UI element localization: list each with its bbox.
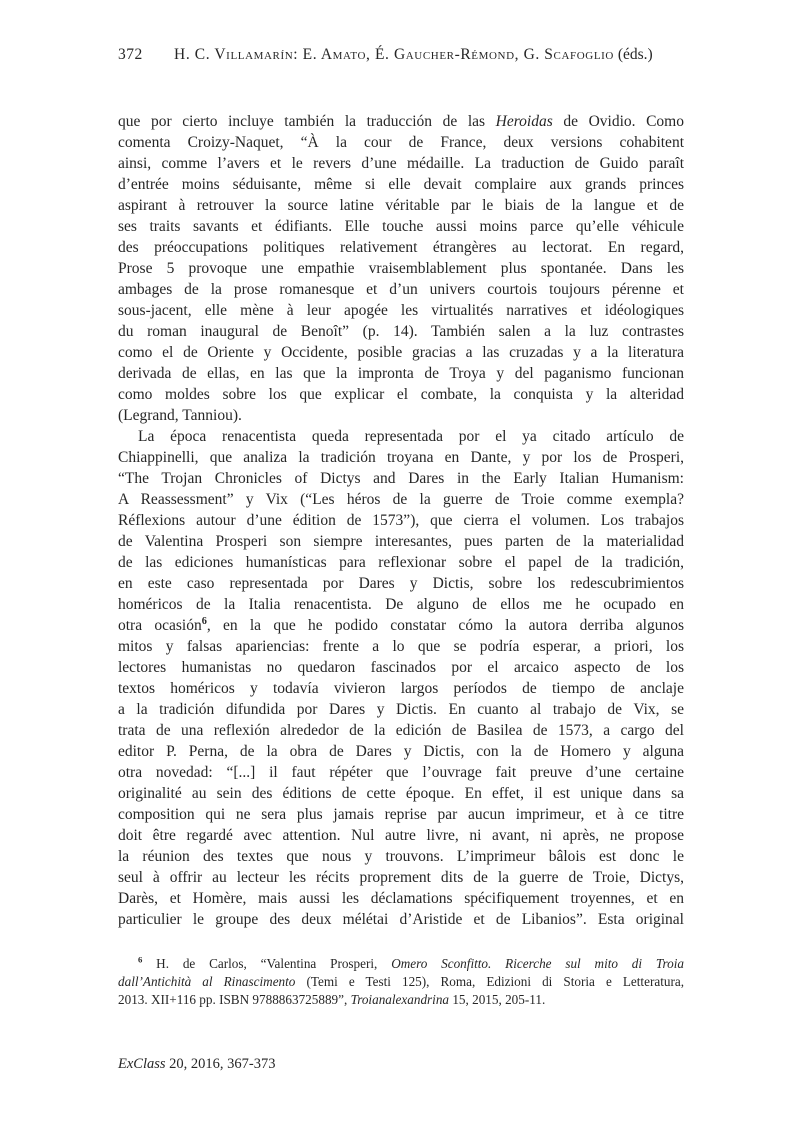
text-segment: , en la que he podido constatar cómo la autora derriba algunos — [206, 617, 684, 634]
footer-citation: 20, 2016, 367-373 — [165, 1056, 276, 1072]
italic-text: Heroidas — [495, 113, 553, 130]
text-segment: du roman inaugural de Benoît” (p. 14). También salen a la luz contrastes — [118, 323, 684, 340]
text-segment: doit être regardé avec attention. Nul autre livre, ni avant, ni après, ne propose — [118, 827, 684, 844]
text-line — [118, 174, 684, 195]
text-line — [118, 195, 684, 216]
text-line — [118, 741, 684, 762]
text-segment: seul à offrir au lecteur les récits proprement dits de la guerre de Troie, Dictys, — [118, 869, 684, 886]
text-segment: sous-jacent, elle mène à leur apogée les virtualités narratives et idéologiques — [118, 302, 684, 319]
text-segment: Darès, et Homère, mais aussi les déclamations spécifiquement troyennes, et en — [118, 890, 684, 907]
text-segment: homéricos de la Italia renacentista. De alguno de ellos me he ocupado en — [118, 596, 684, 613]
text-line — [118, 216, 684, 237]
text-line — [118, 825, 684, 846]
text-segment: originalité au sein des éditions de cette époque. En effet, il est unique dans sa — [118, 785, 684, 802]
page-footer — [118, 1056, 276, 1073]
text-line — [118, 342, 684, 363]
text-line — [118, 363, 684, 384]
text-line — [118, 720, 684, 741]
text-line — [118, 447, 684, 468]
italic-text: Troianalexandrina — [350, 992, 450, 1007]
footnote-marker: 6 — [138, 954, 143, 965]
text-line — [118, 678, 684, 699]
text-line — [118, 888, 684, 909]
text-segment: Prose 5 provoque une empathie vraisemblablement plus spontanée. Dans les — [118, 260, 684, 277]
text-segment: como el de Oriente y Occidente, posible gracias a las cruzadas y a la literatura — [118, 344, 684, 361]
text-segment: des préoccupations politiques relativement étrangères au lectorat. En regard, — [118, 239, 684, 256]
text-segment: de Ovidio. Como — [552, 113, 684, 130]
text-segment: que por cierto incluye también la traducción de las — [118, 113, 496, 130]
text-segment: A Reassessment” y Vix (“Les héros de la guerre de Troie comme exempla? — [118, 491, 684, 508]
text-line — [118, 783, 684, 804]
text-segment: derivada de ellas, en las que la impronta de Troya y del paganismo funcionan — [118, 365, 684, 382]
text-segment: otra novedad: “[...] il faut répéter que l’ouvrage fait preuve d’une certaine — [118, 764, 684, 781]
running-title — [143, 46, 684, 64]
text-line — [118, 384, 684, 405]
body-text-block — [118, 111, 684, 930]
text-line — [118, 531, 684, 552]
text-segment: de Valentina Prosperi son siempre interesantes, pues parten de la materialidad — [118, 533, 684, 550]
text-segment: composition qui ne sera plus jamais reprise par aucun imprimeur, et à ce titre — [118, 806, 684, 823]
text-segment: la réunion des textes que nous y trouvons. L’imprimeur bâlois est donc le — [118, 848, 684, 865]
text-segment: “The Trojan Chronicles of Dictys and Dares in the Early Italian Humanism: — [118, 470, 684, 487]
text-segment: 2013. XII+116 pp. ISBN 9788863725889”, — [118, 992, 351, 1007]
text-line — [118, 955, 684, 973]
text-line — [118, 846, 684, 867]
text-segment: La época renacentista queda representada por el ya citado artículo de — [138, 428, 684, 445]
text-line — [118, 991, 684, 1009]
text-line — [118, 867, 684, 888]
text-segment: Réflexions autour d’une édition de 1573”), que cierra el volumen. Los trabajos — [118, 512, 684, 529]
text-segment: ambages de la prose romanesque et d’un univers courtois toujours pérenne et — [118, 281, 684, 298]
text-line — [118, 258, 684, 279]
text-segment: de las ediciones humanísticas para reflexionar sobre el papel de la tradición, — [118, 554, 684, 571]
text-line — [118, 510, 684, 531]
text-line — [118, 909, 684, 930]
text-segment: ses traits savants et édifiants. Elle touche aussi moins parce qu’elle véhicule — [118, 218, 684, 235]
text-segment: trata de una reflexión alrededor de la edición de Basilea de 1573, a cargo del — [118, 722, 684, 739]
text-line — [118, 111, 684, 132]
journal-name: ExClass — [118, 1056, 166, 1072]
text-segment: mitos y falsas apariencias: frente a lo que se podría esperar, a priori, los — [118, 638, 684, 655]
text-segment: H. de Carlos, “Valentina Prosperi, — [142, 956, 392, 971]
text-segment: d’entrée moins séduisante, même si elle devait complaire aux grands princes — [118, 176, 684, 193]
text-segment: otra ocasión — [118, 617, 202, 634]
text-line — [118, 762, 684, 783]
text-line — [118, 405, 684, 426]
text-segment: editor P. Perna, de la obra de Dares y Dictis, con la de Homero y alguna — [118, 743, 684, 760]
text-segment: comenta Croizy-Naquet, “À la cour de France, deux versions cohabitent — [118, 134, 684, 151]
page-number: 372 — [118, 46, 143, 63]
text-line — [118, 699, 684, 720]
text-line — [118, 594, 684, 615]
text-segment: aspirant à retrouver la source latine véritable par le biais de la langue et de — [118, 197, 684, 214]
footnote-marker: 6 — [201, 615, 207, 627]
text-line — [118, 468, 684, 489]
text-segment: ainsi, comme l’avers et le revers d’une médaille. La traduction de Guido paraît — [118, 155, 684, 172]
text-line — [118, 636, 684, 657]
text-line — [118, 300, 684, 321]
text-line — [118, 153, 684, 174]
running-title-names: H. C. Villamarín: E. Amato, É. Gaucher-Rémond, G. Scafoglio — [174, 46, 614, 63]
text-segment: particulier le groupe des deux mélétai d’Aristide et de Libanios”. Esta original — [118, 911, 684, 928]
text-line — [118, 237, 684, 258]
text-line — [118, 573, 684, 594]
text-segment: lectores humanistas no quedaron fascinados por el arcaico aspecto de los — [118, 659, 684, 676]
text-line — [118, 552, 684, 573]
text-line — [118, 804, 684, 825]
italic-text: Omero Sconfitto. Ricerche sul mito di Troia — [391, 956, 684, 971]
text-segment: 15, 2015, 205-11. — [449, 992, 546, 1007]
footnote-block — [118, 955, 684, 1009]
text-segment: textos homéricos y todavía vivieron largos períodos de tiempo de anclaje — [118, 680, 684, 697]
text-segment: (Temi e Testi 125), Roma, Edizioni di Storia e Letteratura, — [295, 974, 684, 989]
text-line — [118, 279, 684, 300]
text-segment: (Legrand, Tanniou). — [118, 407, 242, 424]
text-line — [118, 489, 684, 510]
running-title-suffix: (éds.) — [613, 46, 653, 63]
text-segment: Chiappinelli, que analiza la tradición troyana en Dante, y por los de Prosperi, — [118, 449, 684, 466]
text-segment: en este caso representada por Dares y Dictis, sobre los redescubrimientos — [118, 575, 684, 592]
text-line — [118, 657, 684, 678]
text-segment: como moldes sobre los que explicar el combate, la conquista y la alteridad — [118, 386, 684, 403]
italic-text: dall’Antichità al Rinascimento — [118, 974, 296, 989]
text-line — [118, 132, 684, 153]
text-line — [118, 426, 684, 447]
running-header — [118, 46, 684, 64]
text-line — [118, 973, 684, 991]
text-line — [118, 615, 684, 636]
text-line — [118, 321, 684, 342]
text-segment: a la tradición difundida por Dares y Dictis. En cuanto al trabajo de Vix, se — [118, 701, 684, 718]
